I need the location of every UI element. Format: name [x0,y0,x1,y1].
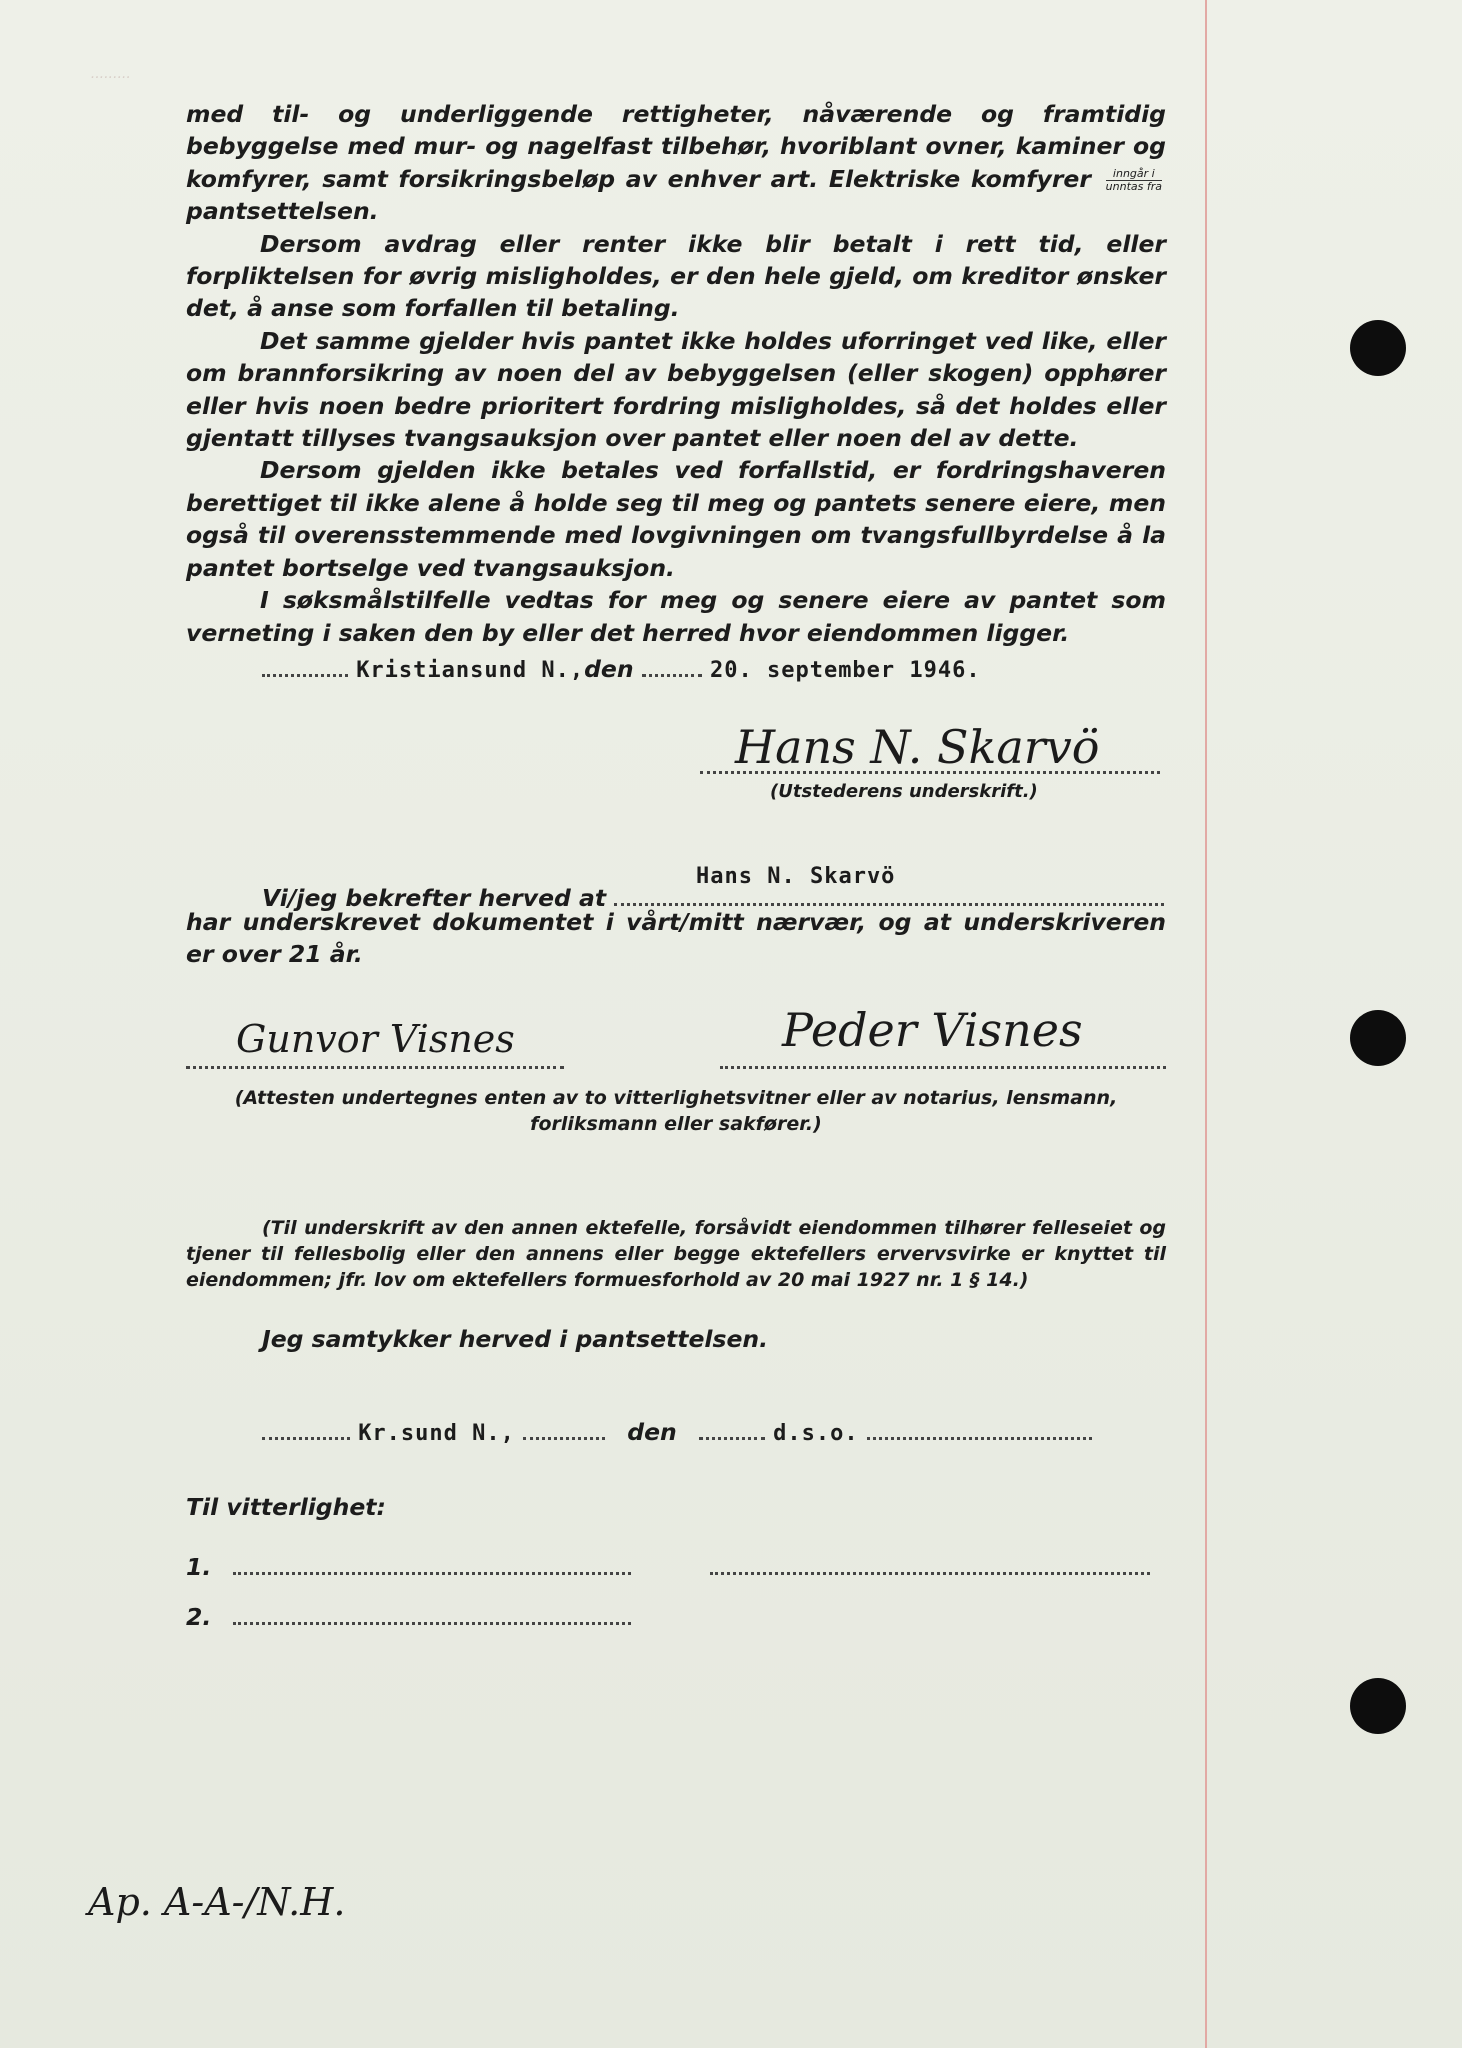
attest-note: (Attesten undertegnes enten av to vitterlighetsvitner eller av notarius, lensmann, forliksmann eller sakfører.) [234,1087,1118,1135]
terms-text [186,98,1166,649]
issuer-caption: (Utstederens underskrift.) [770,781,1038,802]
punch-hole-top [1350,320,1406,376]
footer-initials: Ap. A-A-/N.H. [88,1880,346,1924]
confirm-prefix: Vi/jeg bekrefter herved at [262,884,1164,912]
confirm-text: har underskrevet dokumentet i vårt/mitt nærvær, og at underskriveren er over 21 år. [186,908,1166,969]
fraction-choice: $\frac{\text{inngår i}}{\text{unntas fra}}$ [1105,166,1162,193]
place-date-line [262,655,981,683]
witness-line-2: 2. [186,1603,631,1631]
witness-signature-2-dots [720,1047,1166,1075]
witness-signature-1: Gunvor Visnes [236,1017,515,1061]
confirm-typed-name: Hans N. Skarvö [696,864,896,889]
witness-signature-1-dots [186,1047,564,1075]
issuer-signature-dots [700,752,1160,780]
witness-signature-2: Peder Visnes [782,1003,1083,1057]
place-date-line-2 [262,1418,1092,1446]
issuer-signature: Hans N. Skarvö [735,720,1100,774]
paragraph-3: Det samme gjelder hvis pantet ikke holdes uforringet ved like, eller om brannforsikring av noen del av bebyggelsen (eller skogen) opphører eller hvis noen bedre prioritert fordring misligholdes, så det holdes eller gjentatt tillyses tvangsauksjon over pantet eller noen del av dette. [186,326,1166,453]
consent-text: Jeg samtykker herved i pantsettelsen. [262,1325,769,1353]
place-value-2: Kr.sund N., [358,1421,515,1446]
paragraph-5: I søksmålstilfelle vedtas for meg og senere eiere av pantet som verneting i saken den by eller det herred hvor eiendommen ligger. [186,586,1166,647]
paragraph-1: med til- og underliggende rettigheter, nåværende og framtidig bebyggelse med mur- og nagelfast tilbehør, hvoriblant ovner, kaminer og komfyrer, samt forsikringsbeløp av enhver art. Elektriske komfyrer $\frac{\text{inngår i}}{\text{unntas fra}}$ pantsettelsen. [186,100,1166,226]
den-label: den [584,655,634,683]
date-value: 20. september 1946. [709,658,981,683]
den-label-2: den [627,1418,677,1446]
witness-line-1: 1. [186,1553,1150,1581]
paragraph-4: Dersom gjelden ikke betales ved forfallstid, er fordringshaveren berettiget til ikke alene å holde seg til meg og pantets senere eiere, men også til overensstemmende med lovgivningen om tvangsfullbyrdelse å la pantet bortselge ved tvangsauksjon. [186,456,1166,582]
bleed-through-mark: ········· [90,70,131,86]
red-margin-line [1205,0,1207,2048]
date-value-2: d.s.o. [773,1421,859,1446]
paragraph-2: Dersom avdrag eller renter ikke blir betalt i rett tid, eller forpliktelsen for øvrig misligholdes, er den hele gjeld, om kreditor ønsker det, å anse som forfallen til betaling. [186,229,1166,323]
spouse-note: (Til underskrift av den annen ektefelle, forsåvidt eiendommen tilhører felleseiet og tjener til fellesbolig eller den annens eller begge ektefellers ervervsvirke er knyttet til eiendommen; jfr. lov om ektefellers formuesforhold av 20 mai 1927 nr. 1 § 14.) [186,1217,1166,1291]
punch-hole-middle [1350,1010,1406,1066]
witness-heading: Til vitterlighet: [186,1493,386,1521]
punch-hole-bottom [1350,1678,1406,1734]
place-value: Kristiansund N., [356,658,585,683]
